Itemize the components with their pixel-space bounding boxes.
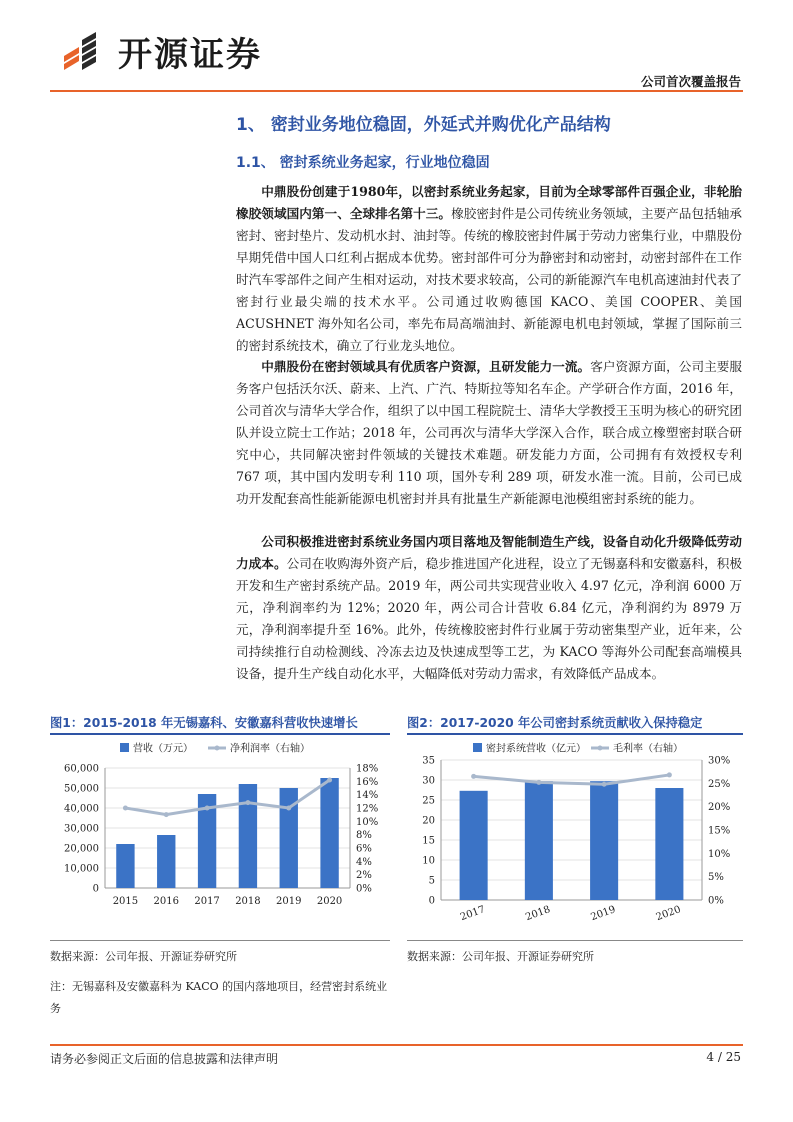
left-axis-tick-label: 10: [422, 855, 435, 867]
line-point: [164, 812, 169, 817]
left-axis-tick-label: 50,000: [64, 783, 99, 795]
right-axis-tick-label: 30%: [708, 755, 731, 767]
x-axis-tick-label: 2017: [194, 896, 220, 907]
x-axis-tick-label: 2016: [153, 896, 179, 907]
right-axis-tick-label: 0%: [356, 883, 372, 895]
left-axis-tick-label: 35: [422, 755, 435, 767]
right-axis-tick-label: 16%: [356, 776, 379, 788]
figure2-title-rule: [407, 733, 743, 735]
right-axis-tick-label: 2%: [356, 870, 372, 882]
line-point: [471, 774, 476, 779]
paragraph-2: [236, 356, 742, 510]
bar: [320, 778, 338, 888]
paragraph-1-lead: 中鼎股份创建于1980年，以密封系统业务起家，目前为全球零部件百强企业，非轮胎橡胶领域国内第一、全球排名第十三。: [236, 184, 742, 221]
paragraph-3: [236, 531, 742, 685]
figure1-note: 注：无锡嘉科及安徽嘉科为 KACO 的国内落地项目，经营密封系统业务: [50, 980, 388, 1015]
chart-revenue-netmargin: [50, 738, 395, 938]
x-axis-tick-label: 2017: [458, 904, 487, 924]
paragraph-3-lead: 公司积极推进密封系统业务国内项目落地及智能制造生产线，设备自动化升级降低劳动力成本。: [236, 534, 742, 571]
line-point: [286, 806, 291, 811]
bar: [460, 791, 488, 900]
footer-divider: [50, 1044, 743, 1046]
logo: [62, 30, 112, 72]
left-axis-tick-label: 40,000: [64, 803, 99, 815]
left-axis-tick-label: 15: [422, 835, 435, 847]
figure1-source: 数据来源：公司年报、开源证券研究所: [50, 950, 237, 963]
legend-line-marker: [598, 746, 603, 751]
right-axis-tick-label: 5%: [708, 872, 724, 884]
subsection-heading: 1.1、 密封系统业务起家，行业地位稳固: [236, 155, 490, 171]
paragraph-1-body: 橡胶密封件是公司传统业务领域，主要产品包括轴承密封、密封垫片、发动机水封、油封等。传统的橡胶密封件属于劳动力密集行业，中鼎股份早期凭借中国人口红利占据成本优势。密封部件可分为静密封和动密封，动密封部件在工作时汽车零部件之间产生相对运动，对技术要求较高，公司的新能源汽车电机高速油封代表了密封行业最尖端的技术水平。公司通过收购德国 KACO、美国 COOPER、美国 ACUSHNET 海外知名公司，率先布局高端油封、新能源电机电封领域，掌握了国际前三的密封系统技术，确立了行业龙头地位。: [236, 206, 743, 353]
x-axis-tick-label: 2018: [235, 896, 261, 907]
line-point: [602, 782, 607, 787]
right-axis-tick-label: 20%: [708, 802, 731, 814]
right-axis-tick-label: 10%: [356, 816, 379, 828]
line-point: [123, 806, 128, 811]
bar: [655, 788, 683, 900]
left-axis-tick-label: 30,000: [64, 823, 99, 835]
bar: [116, 844, 134, 888]
figure1-title-rule: [50, 733, 390, 735]
legend-line-marker: [215, 746, 220, 751]
legend-line-label: 毛利率（右轴）: [613, 743, 683, 755]
left-axis-tick-label: 0: [92, 883, 99, 895]
header-divider: [50, 90, 743, 92]
left-axis-tick-label: 5: [428, 875, 435, 887]
left-axis-tick-label: 60,000: [64, 763, 99, 775]
line-point: [536, 780, 541, 785]
section-heading: 1、 密封业务地位稳固，外延式并购优化产品结构: [236, 115, 611, 135]
left-axis-tick-label: 20: [422, 815, 435, 827]
x-axis-tick-label: 2020: [316, 896, 343, 907]
left-axis-tick-label: 10,000: [64, 863, 99, 875]
bar: [590, 781, 618, 900]
right-axis-tick-label: 14%: [356, 790, 379, 802]
series-line: [125, 780, 329, 815]
legend-bar-label: 密封系统营收（亿元）: [486, 743, 586, 755]
bar: [157, 835, 175, 888]
left-axis-tick-label: 30: [422, 775, 435, 787]
line-point: [205, 806, 210, 811]
right-axis-tick-label: 4%: [356, 856, 372, 868]
line-point: [245, 800, 250, 805]
right-axis-tick-label: 12%: [356, 803, 379, 815]
legend-line-label: 净利润率（右轴）: [230, 743, 310, 755]
x-axis-tick-label: 2019: [276, 896, 302, 907]
figure2-title: 图2：2017-2020 年公司密封系统贡献收入保持稳定: [407, 716, 703, 730]
figure1-bottom-rule: [50, 940, 390, 941]
left-axis-tick-label: 0: [428, 895, 435, 907]
logo-mark-icon: [62, 30, 112, 72]
right-axis-tick-label: 10%: [708, 848, 731, 860]
left-axis-tick-label: 20,000: [64, 843, 99, 855]
x-axis-tick-label: 2018: [524, 904, 552, 924]
footer-disclaimer: 请务必参阅正文后面的信息披露和法律声明: [50, 1052, 279, 1066]
right-axis-tick-label: 8%: [356, 830, 372, 842]
figure2-source: 数据来源：公司年报、开源证券研究所: [407, 950, 594, 963]
company-name: 开源证券: [118, 35, 262, 75]
bar: [239, 784, 257, 888]
chart-seal-revenue-grossmargin: [405, 738, 743, 938]
line-point: [667, 772, 672, 777]
paragraph-1: [236, 181, 742, 357]
right-axis-tick-label: 15%: [708, 825, 731, 837]
paragraph-2-lead: 中鼎股份在密封领域具有优质客户资源，且研发能力一流。: [261, 359, 591, 374]
figure1-title: 图1：2015-2018 年无锡嘉科、安徽嘉科营收快速增长: [50, 716, 358, 730]
x-axis-tick-label: 2015: [112, 896, 139, 907]
line-point: [327, 778, 332, 783]
right-axis-tick-label: 6%: [356, 843, 372, 855]
legend-bar-swatch: [473, 743, 482, 752]
left-axis-tick-label: 25: [422, 795, 435, 807]
paragraph-3-body: 公司在收购海外资产后，稳步推进国产化进程，设立了无锡嘉科和安徽嘉科，积极开发和生产密封系统产品。2019 年，两公司共实现营业收入 4.97 亿元，净利润 6000 万元，净利润率约为 12%；2020 年，两公司合计营收 6.84 亿元，净利润约为 8979 万元，净利润率提升至 16%。此外，传统橡胶密封件行业属于劳动密集型产业，近年来，公司持续推行自动检测线、冷冻去边及快速成型等工艺，为 KACO 等海外公司配套高端模具设备，提升生产线自动化水平，大幅降低对劳动力需求，有效降低产品成本。: [236, 556, 743, 681]
bar: [525, 781, 553, 900]
x-axis-tick-label: 2020: [654, 904, 683, 924]
figure2-bottom-rule: [407, 940, 743, 941]
right-axis-tick-label: 25%: [708, 778, 731, 790]
legend-bar-swatch: [120, 743, 129, 752]
paragraph-2-body: 客户资源方面，公司主要服务客户包括沃尔沃、蔚来、上汽、广汽、特斯拉等知名车企。产学研合作方面，2016 年，公司首次与清华大学合作，组织了以中国工程院院士、清华大学教授王玉明为核心的研究团队并设立院士工作站；2018 年，公司再次与清华大学深入合作，联合成立橡塑密封联合研究中心，共同解决密封件领域的关键技术难题。研发能力方面，公司拥有有效授权专利 767 项，其中国内发明专利 110 项，国外专利 289 项，研发水准一流。目前，公司已成功开发配套高性能新能源电机密封并具有批量生产新能源电池模组密封系统的能力。: [236, 359, 743, 506]
x-axis-tick-label: 2019: [589, 904, 618, 924]
report-type: 公司首次覆盖报告: [640, 74, 741, 89]
right-axis-tick-label: 18%: [356, 763, 379, 775]
legend-bar-label: 营收（万元）: [133, 743, 193, 755]
right-axis-tick-label: 0%: [708, 895, 724, 907]
page-number: 4 / 25: [706, 1050, 741, 1064]
